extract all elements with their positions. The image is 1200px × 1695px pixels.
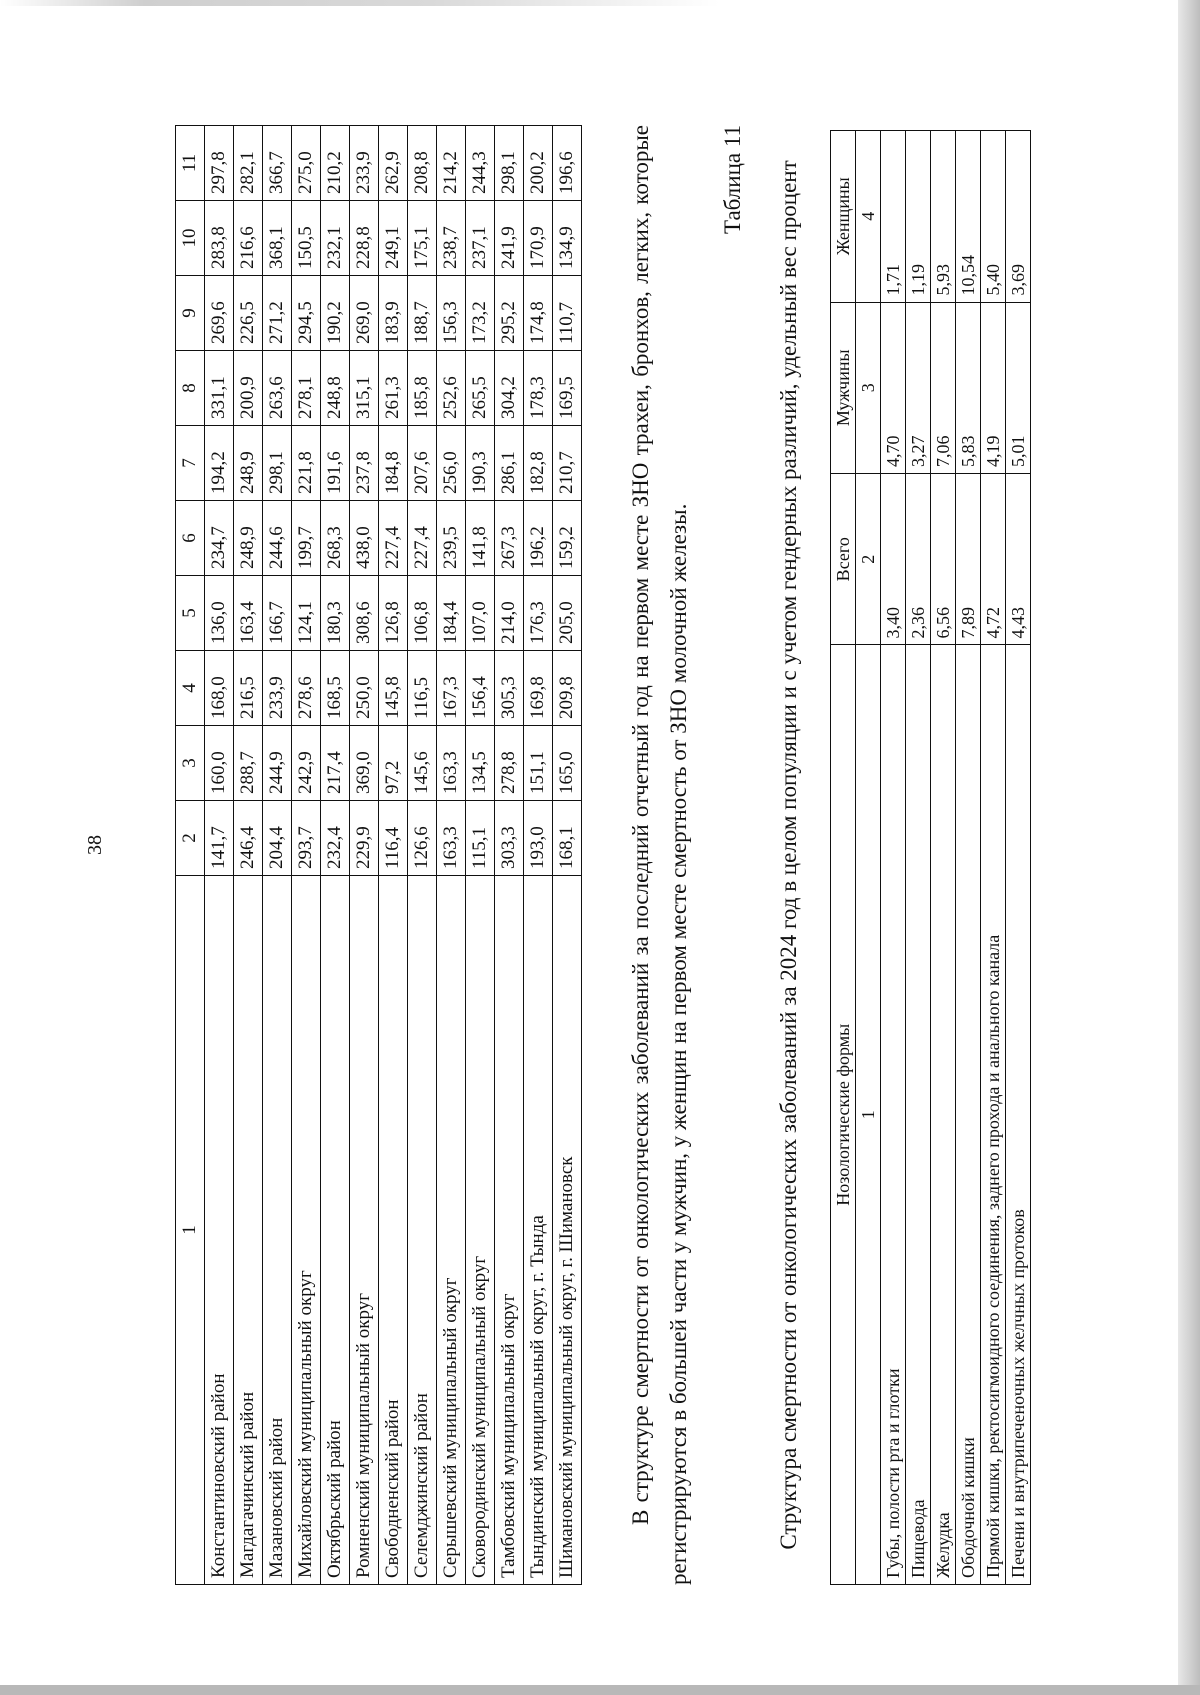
table-cell: 183,9: [379, 276, 408, 351]
header-nosological-forms: Нозологические формы: [831, 645, 856, 1585]
column-number-2: 2: [176, 801, 205, 876]
table-cell: 3,69: [1006, 131, 1031, 303]
table-cell: 233,9: [263, 651, 292, 726]
table-cell: 234,7: [205, 501, 234, 576]
row-label: Сковородинский муниципальный округ: [466, 876, 495, 1585]
table-cell: 200,9: [234, 351, 263, 426]
table-cell: 366,7: [263, 126, 292, 201]
table-cell: 207,6: [408, 426, 437, 501]
table-cell: 1,71: [881, 131, 906, 303]
table-cell: 168,5: [321, 651, 350, 726]
table-cell: 229,9: [350, 801, 379, 876]
column-number-8: 8: [176, 351, 205, 426]
column-number-3: 3: [856, 302, 881, 473]
table-cell: 200,2: [524, 126, 553, 201]
table-cell: 4,43: [1006, 474, 1031, 645]
table-cell: 134,5: [466, 726, 495, 801]
table-11-body: [881, 131, 1031, 1585]
table-cell: 184,4: [437, 576, 466, 651]
table-cell: 242,9: [292, 726, 321, 801]
table-cell: 269,0: [350, 276, 379, 351]
column-number-7: 7: [176, 426, 205, 501]
row-label: Тамбовский муниципальный округ: [495, 876, 524, 1585]
table-cell: 168,0: [205, 651, 234, 726]
table-cell: 163,4: [234, 576, 263, 651]
table-cell: 10,54: [956, 131, 981, 303]
table-cell: 2,36: [906, 474, 931, 645]
table-cell: 252,6: [437, 351, 466, 426]
table-cell: 5,01: [1006, 302, 1031, 473]
table-cell: 5,83: [956, 302, 981, 473]
table-cell: 249,1: [379, 201, 408, 276]
column-number-5: 5: [176, 576, 205, 651]
table-cell: 331,1: [205, 351, 234, 426]
row-label: Шимановский муниципальный округ, г. Шимановск: [553, 876, 582, 1585]
row-label: Губы, полости рта и глотки: [881, 645, 906, 1585]
table-cell: 194,2: [205, 426, 234, 501]
table-cell: 145,6: [408, 726, 437, 801]
table-row: [408, 126, 437, 1585]
table-cell: 97,2: [379, 726, 408, 801]
table-cell: 7,06: [931, 302, 956, 473]
table-cell: 250,0: [350, 651, 379, 726]
table-cell: 167,3: [437, 651, 466, 726]
table-row: [981, 131, 1006, 1585]
table-cell: 126,8: [379, 576, 408, 651]
table-cell: 214,2: [437, 126, 466, 201]
table-cell: 267,3: [495, 501, 524, 576]
table-cell: 238,7: [437, 201, 466, 276]
table-cell: 208,8: [408, 126, 437, 201]
table-cell: 106,8: [408, 576, 437, 651]
table-cell: 4,70: [881, 302, 906, 473]
table-cell: 141,7: [205, 801, 234, 876]
row-label: Ободочной кишки: [956, 645, 981, 1585]
row-label: Ромненский муниципальный округ: [350, 876, 379, 1585]
table-cell: 244,9: [263, 726, 292, 801]
row-label: Магдагачинский район: [234, 876, 263, 1585]
table-cell: 308,6: [350, 576, 379, 651]
table-cell: 210,7: [553, 426, 582, 501]
table-cell: 304,2: [495, 351, 524, 426]
table-row: [437, 126, 466, 1585]
column-number-10: 10: [176, 201, 205, 276]
page-number: 38: [84, 835, 106, 855]
column-number-1: 1: [856, 645, 881, 1585]
table-cell: 175,1: [408, 201, 437, 276]
table-cell: 271,2: [263, 276, 292, 351]
table-cell: 369,0: [350, 726, 379, 801]
column-number-1: 1: [176, 876, 205, 1585]
table-cell: 248,9: [234, 501, 263, 576]
table-cell: 232,1: [321, 201, 350, 276]
row-label: Свободненский район: [379, 876, 408, 1585]
column-number-4: 4: [856, 131, 881, 303]
column-number-6: 6: [176, 501, 205, 576]
table-row: [931, 131, 956, 1585]
table-cell: 3,27: [906, 302, 931, 473]
row-label: Желудка: [931, 645, 956, 1585]
column-number-9: 9: [176, 276, 205, 351]
table-cell: 134,9: [553, 201, 582, 276]
row-label: Мазановский район: [263, 876, 292, 1585]
table-cell: 174,8: [524, 276, 553, 351]
rotated-page-content: [175, 115, 1075, 1585]
table-cell: 3,40: [881, 474, 906, 645]
table-cell: 173,2: [466, 276, 495, 351]
table-cell: 278,8: [495, 726, 524, 801]
table-cell: 246,4: [234, 801, 263, 876]
table-cell: 136,0: [205, 576, 234, 651]
table-row: [379, 126, 408, 1585]
scan-artifact-top: [0, 0, 720, 6]
table-row: [321, 126, 350, 1585]
table-cell: 141,8: [466, 501, 495, 576]
table-cell: 368,1: [263, 201, 292, 276]
table-cell: 182,8: [524, 426, 553, 501]
table-cell: 107,0: [466, 576, 495, 651]
table-row: [234, 126, 263, 1585]
table-cell: 210,2: [321, 126, 350, 201]
scan-edge-bottom: [0, 1685, 1200, 1695]
table-cell: 199,7: [292, 501, 321, 576]
table-cell: 228,8: [350, 201, 379, 276]
row-label: Прямой кишки, ректосигмоидного соединения, заднего прохода и анального канала: [981, 645, 1006, 1585]
table-cell: 163,3: [437, 726, 466, 801]
table-cell: 233,9: [350, 126, 379, 201]
table-row: [1006, 131, 1031, 1585]
table-row: [524, 126, 553, 1585]
column-number-4: 4: [176, 651, 205, 726]
table-cell: 303,3: [495, 801, 524, 876]
table-cell: 4,19: [981, 302, 1006, 473]
table-cell: 216,5: [234, 651, 263, 726]
row-label: Серышевский муниципальный округ: [437, 876, 466, 1585]
table-row: [495, 126, 524, 1585]
table-cell: 275,0: [292, 126, 321, 201]
table-cell: 7,89: [956, 474, 981, 645]
table-cell: 6,56: [931, 474, 956, 645]
row-label: Константиновский район: [205, 876, 234, 1585]
table-cell: 261,3: [379, 351, 408, 426]
table-cell: 160,0: [205, 726, 234, 801]
table-cell: 205,0: [553, 576, 582, 651]
table-cell: 221,8: [292, 426, 321, 501]
table-cell: 232,4: [321, 801, 350, 876]
table-row: [956, 131, 981, 1585]
table-cell: 244,6: [263, 501, 292, 576]
table-cell: 204,4: [263, 801, 292, 876]
table-cell: 196,2: [524, 501, 553, 576]
table-cell: 165,0: [553, 726, 582, 801]
row-label: Пищевода: [906, 645, 931, 1585]
table-10-body: [205, 126, 582, 1585]
table-cell: 278,6: [292, 651, 321, 726]
table-cell: 216,6: [234, 201, 263, 276]
table-cell: 269,6: [205, 276, 234, 351]
table-cell: 237,1: [466, 201, 495, 276]
table-cell: 237,8: [350, 426, 379, 501]
table-cell: 227,4: [408, 501, 437, 576]
header-total: Всего: [831, 474, 856, 645]
table-cell: 145,8: [379, 651, 408, 726]
table-cell: 151,1: [524, 726, 553, 801]
table-cell: 169,5: [553, 351, 582, 426]
table-cell: 268,3: [321, 501, 350, 576]
table-cell: 239,5: [437, 501, 466, 576]
table-cell: 116,4: [379, 801, 408, 876]
table-cell: 297,8: [205, 126, 234, 201]
table-cell: 298,1: [263, 426, 292, 501]
table-cell: 263,6: [263, 351, 292, 426]
table-cell: 115,1: [466, 801, 495, 876]
table-cell: 288,7: [234, 726, 263, 801]
table-row: [292, 126, 321, 1585]
table-row: [881, 131, 906, 1585]
table-cell: 248,8: [321, 351, 350, 426]
row-label: Тындинский муниципальный округ, г. Тында: [524, 876, 553, 1585]
table-cell: 278,1: [292, 351, 321, 426]
table-cell: 185,8: [408, 351, 437, 426]
table-cell: 193,0: [524, 801, 553, 876]
table-cell: 188,7: [408, 276, 437, 351]
row-label: Селемджинский район: [408, 876, 437, 1585]
table-cell: 126,6: [408, 801, 437, 876]
table-row: [906, 131, 931, 1585]
table-cell: 1,19: [906, 131, 931, 303]
table-cell: 5,40: [981, 131, 1006, 303]
table-cell: 256,0: [437, 426, 466, 501]
table-cell: 5,93: [931, 131, 956, 303]
table-cell: 265,5: [466, 351, 495, 426]
table-cell: 438,0: [350, 501, 379, 576]
column-number-3: 3: [176, 726, 205, 801]
table-header-row: [176, 126, 205, 1585]
table-cell: 116,5: [408, 651, 437, 726]
table-cell: 305,3: [495, 651, 524, 726]
table-cell: 176,3: [524, 576, 553, 651]
table-cell: 282,1: [234, 126, 263, 201]
table-10-continuation: [175, 125, 582, 1585]
column-number-11: 11: [176, 126, 205, 201]
table-cell: 293,7: [292, 801, 321, 876]
body-paragraph: В структуре смертности от онкологических заболеваний за последний отчетный год на первом месте ЗНО трахеи, бронхов, легких, которые регистрируются в большей части у мужчин, у женщин на первом месте смертность от ЗНО молочной железы.: [628, 125, 691, 1585]
table-column-numbers-row: [856, 131, 881, 1585]
table-cell: 286,1: [495, 426, 524, 501]
table-cell: 124,1: [292, 576, 321, 651]
table-cell: 214,0: [495, 576, 524, 651]
table-cell: 283,8: [205, 201, 234, 276]
table-cell: 163,3: [437, 801, 466, 876]
table-cell: 156,4: [466, 651, 495, 726]
table-cell: 170,9: [524, 201, 553, 276]
table-cell: 262,9: [379, 126, 408, 201]
table-cell: 168,1: [553, 801, 582, 876]
table-cell: 166,7: [263, 576, 292, 651]
table-cell: 217,4: [321, 726, 350, 801]
table-row: [553, 126, 582, 1585]
table-cell: 4,72: [981, 474, 1006, 645]
table-header-row: [831, 131, 856, 1585]
table-cell: 241,9: [495, 201, 524, 276]
table-cell: 190,3: [466, 426, 495, 501]
table-cell: 295,2: [495, 276, 524, 351]
row-label: Октябрьский район: [321, 876, 350, 1585]
table-cell: 315,1: [350, 351, 379, 426]
row-label: Михайловский муниципальный округ: [292, 876, 321, 1585]
table-cell: 180,3: [321, 576, 350, 651]
table-cell: 110,7: [553, 276, 582, 351]
table-cell: 159,2: [553, 501, 582, 576]
table-cell: 169,8: [524, 651, 553, 726]
table-cell: 298,1: [495, 126, 524, 201]
table-cell: 191,6: [321, 426, 350, 501]
table-cell: 244,3: [466, 126, 495, 201]
table-cell: 227,4: [379, 501, 408, 576]
table-cell: 226,5: [234, 276, 263, 351]
table-11-label: Таблица 11: [720, 125, 745, 235]
table-row: [205, 126, 234, 1585]
table-cell: 150,5: [292, 201, 321, 276]
header-men: Мужчины: [831, 302, 856, 473]
table-cell: 190,2: [321, 276, 350, 351]
table-row: [263, 126, 292, 1585]
table-row: [466, 126, 495, 1585]
row-label: Печени и внутрипеченочных желчных протоков: [1006, 645, 1031, 1585]
table-cell: 156,3: [437, 276, 466, 351]
table-cell: 178,3: [524, 351, 553, 426]
header-women: Женщины: [831, 131, 856, 303]
column-number-2: 2: [856, 474, 881, 645]
table-cell: 248,9: [234, 426, 263, 501]
table-row: [350, 126, 379, 1585]
table-11: [830, 130, 1031, 1585]
table-cell: 294,5: [292, 276, 321, 351]
table-11-title: Структура смертности от онкологических заболеваний за 2024 год в целом популяции и с учетом гендерных различий, удельный вес процент: [776, 160, 801, 1550]
table-cell: 209,8: [553, 651, 582, 726]
scan-edge-right: [1178, 0, 1200, 1695]
table-cell: 184,8: [379, 426, 408, 501]
table-cell: 196,6: [553, 126, 582, 201]
